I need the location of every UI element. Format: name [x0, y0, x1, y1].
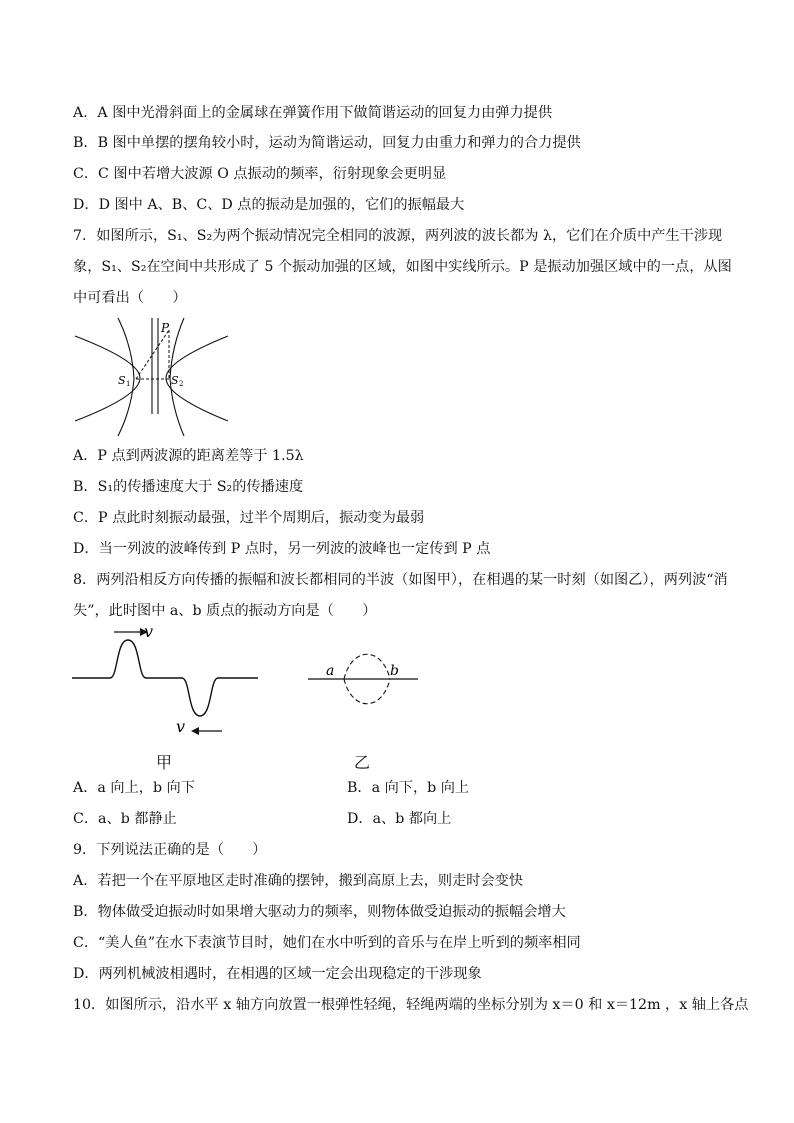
q9-option-a: A．若把一个在平原地区走时准确的摆钟，搬到高原上去，则走时会变快	[73, 873, 524, 889]
q6-option-b: B．B 图中单摆的摆角较小时，运动为简谐运动，回复力由重力和弹力的合力提供	[73, 135, 581, 151]
q8-stem-line-2: 失”，此时图中 a、b 质点的振动方向是（ ）	[73, 603, 377, 619]
q8-caption-yi: 乙	[354, 753, 371, 772]
q8-option-d: D．a、b 都向上	[347, 811, 452, 827]
q8-option-b: B．a 向下，b 向上	[347, 780, 470, 796]
q6-option-a: A．A 图中光滑斜面上的金属球在弹簧作用下做简谐运动的回复力由弹力提供	[73, 105, 553, 121]
q8-caption-jia: 甲	[156, 753, 173, 772]
q8-label-a: a	[326, 663, 335, 679]
q9-option-d: D．两列机械波相遇时，在相遇的区域一定会出现稳定的干涉现象	[73, 966, 482, 982]
q9-option-b: B．物体做受迫振动时如果增大驱动力的频率，则物体做受迫振动的振幅会增大	[73, 904, 566, 920]
q7-label-s2-sub: 2	[179, 380, 184, 388]
q7-stem-line-3: 中可看出（ ）	[73, 290, 187, 306]
q7-option-d: D．当一列波的波峰传到 P 点时，另一列波的波峰也一定传到 P 点	[73, 541, 491, 557]
q6-option-c: C．C 图中若增大波源 O 点振动的频率，衍射现象会更明显	[73, 166, 447, 182]
q8-option-c: C．a、b 都静止	[73, 811, 177, 827]
q8-label-b: b	[390, 663, 399, 679]
q7-label-s1-sub: 1	[126, 380, 131, 388]
q7-option-c: C．P 点此时刻振动最强，过半个周期后，振动变为最弱	[73, 510, 425, 526]
q7-stem-line-1: 7．如图所示，S₁、S₂为两个振动情况完全相同的波源，两列波的波长都为 λ，它们在介质中产生干涉现	[73, 228, 723, 244]
q8-figure-yi	[306, 636, 422, 720]
q7-option-b: B．S₁的传播速度大于 S₂的传播速度	[73, 479, 304, 495]
q9-stem: 9．下列说法正确的是（ ）	[73, 842, 267, 858]
q8-option-a: A．a 向上，b 向下	[73, 780, 195, 796]
q9-option-c: C．“美人鱼”在水下表演节目时，她们在水中听到的音乐与在岸上听到的频率相同	[73, 935, 581, 951]
q7-label-s1: S	[118, 374, 126, 387]
q8-stem-line-1: 8．两列沿相反方向传播的振幅和波长都相同的半波（如图甲），在相遇的某一时刻（如图乙），两列波“消	[73, 572, 728, 588]
q7-stem-line-2: 象，S₁、S₂在空间中共形成了 5 个振动加强的区域，如图中实线所示。P 是振动加强区域中的一点，从图	[73, 259, 732, 275]
q7-interference-figure	[70, 316, 230, 416]
q8-figure-jia	[70, 622, 270, 736]
q10-stem: 10．如图所示，沿水平 x 轴方向放置一根弹性轻绳，轻绳两端的坐标分别为 x＝0 和 x＝12m ，x 轴上各点	[73, 997, 749, 1013]
q7-option-a: A．P 点到两波源的距离差等于 1.5λ	[73, 448, 304, 464]
q6-option-d: D．D 图中 A、B、C、D 点的振动是加强的，它们的振幅最大	[73, 197, 465, 213]
q8-bottom-arrow	[190, 726, 230, 736]
q8-label-v-top: v	[144, 622, 154, 641]
q8-label-v-bottom: v	[176, 717, 186, 736]
q7-label-p: P	[161, 321, 170, 335]
q7-label-s2: S	[171, 374, 179, 387]
